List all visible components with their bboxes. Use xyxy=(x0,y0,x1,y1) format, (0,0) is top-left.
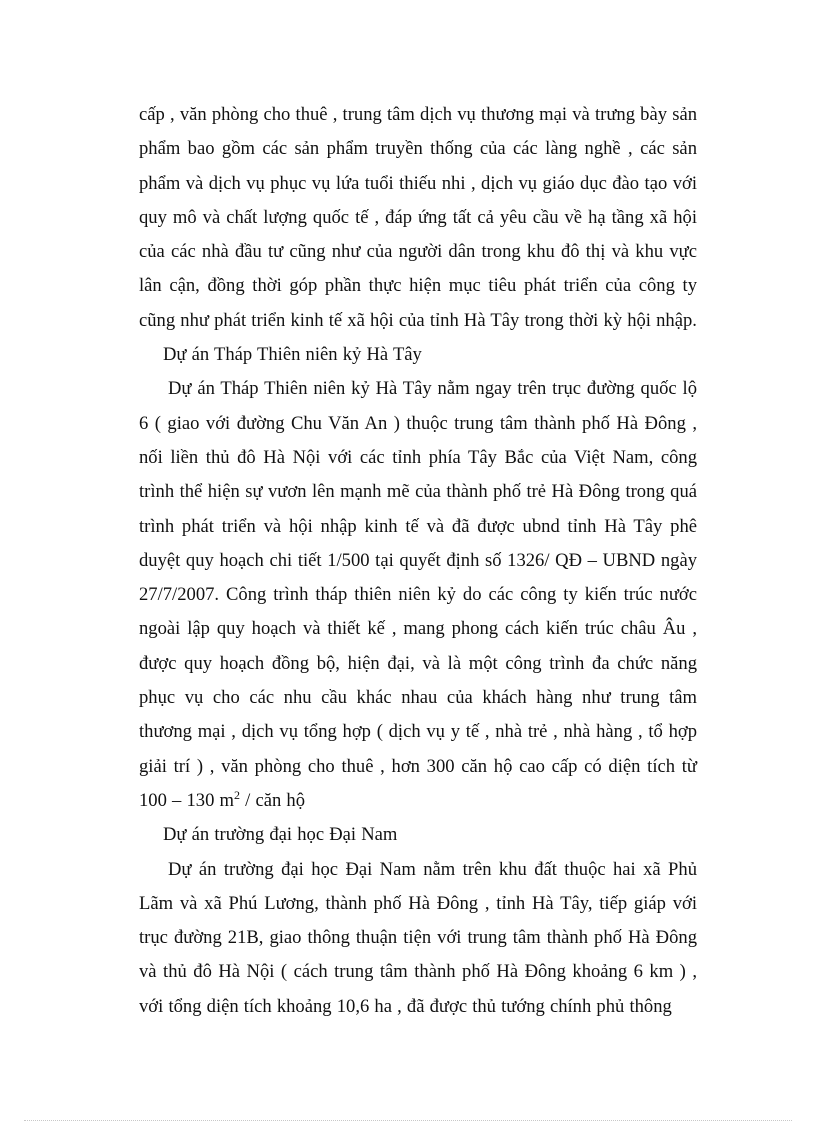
paragraph-tower-project xyxy=(139,372,697,818)
paragraph-tower-text: Dự án Tháp Thiên niên kỷ Hà Tây nằm ngay trên trục đường quốc lộ 6 ( giao với đường Chu Văn An ) thuộc trung tâm thành phố Hà Đông , nối liền thủ đô Hà Nội với các tỉnh phía Tây Bắc của Việt Nam, công trình thể hiện sự vươn lên mạnh mẽ của thành phố trẻ Hà Đông trong quá trình phát triển và hội nhập kinh tế và đã được ubnd tỉnh Hà Tây phê duyệt quy hoạch chi tiết 1/500 tại quyết định số 1326/ QĐ – UBND ngày 27/7/2007. Công trình tháp thiên niên kỷ do các công ty kiến trúc nước ngoài lập quy hoạch và thiết kế , mang phong cách kiến trúc châu Âu , được quy hoạch đồng bộ, hiện đại, và là một công trình đa chức năng phục vụ cho các nhu cầu khác nhau của khách hàng như trung tâm thương mại , dịch vụ tổng hợp ( dịch vụ y tế , nhà trẻ , nhà hàng , tổ hợp giải trí ) , văn phòng cho thuê , hơn 300 căn hộ cao cấp có diện tích từ 100 – 130 m xyxy=(139,378,697,811)
heading-university-project: Dự án trường đại học Đại Nam xyxy=(163,824,398,846)
paragraph-tower-tail: / căn hộ xyxy=(240,789,306,811)
paragraph-intro: cấp , văn phòng cho thuê , trung tâm dịch vụ thương mại và trưng bày sản phẩm bao gồm các sản phẩm truyền thống của các làng nghề , các sản phẩm và dịch vụ phục vụ lứa tuổi thiếu nhi , dịch vụ giáo dục đào tạo với quy mô và chất lượng quốc tế , đáp ứng tất cả yêu cầu về hạ tầng xã hội của các nhà đầu tư cũng như của người dân trong khu đô thị và khu vực lân cận, đồng thời góp phần thực hiện mục tiêu phát triển của công ty cũng như phát triển kinh tế xã hội của tỉnh Hà Tây trong thời kỳ hội nhập. xyxy=(139,104,697,331)
paragraph-university-project: Dự án trường đại học Đại Nam nằm trên khu đất thuộc hai xã Phủ Lãm và xã Phú Lương, thành phố Hà Đông , tỉnh Hà Tây, tiếp giáp với trục đường 21B, giao thông thuận tiện với trung tâm thành phố Hà Đông và thủ đô Hà Nội ( cách trung tâm thành phố Hà Đông khoảng 6 km ) , với tổng diện tích khoảng 10,6 ha , đã được thủ tướng chính phủ thông xyxy=(139,858,697,1017)
document-body xyxy=(139,98,697,1024)
area-unit-superscript: 2 xyxy=(234,787,240,802)
heading-tower-project: Dự án Tháp Thiên niên kỷ Hà Tây xyxy=(163,344,422,366)
page-bottom-divider xyxy=(24,1120,792,1121)
